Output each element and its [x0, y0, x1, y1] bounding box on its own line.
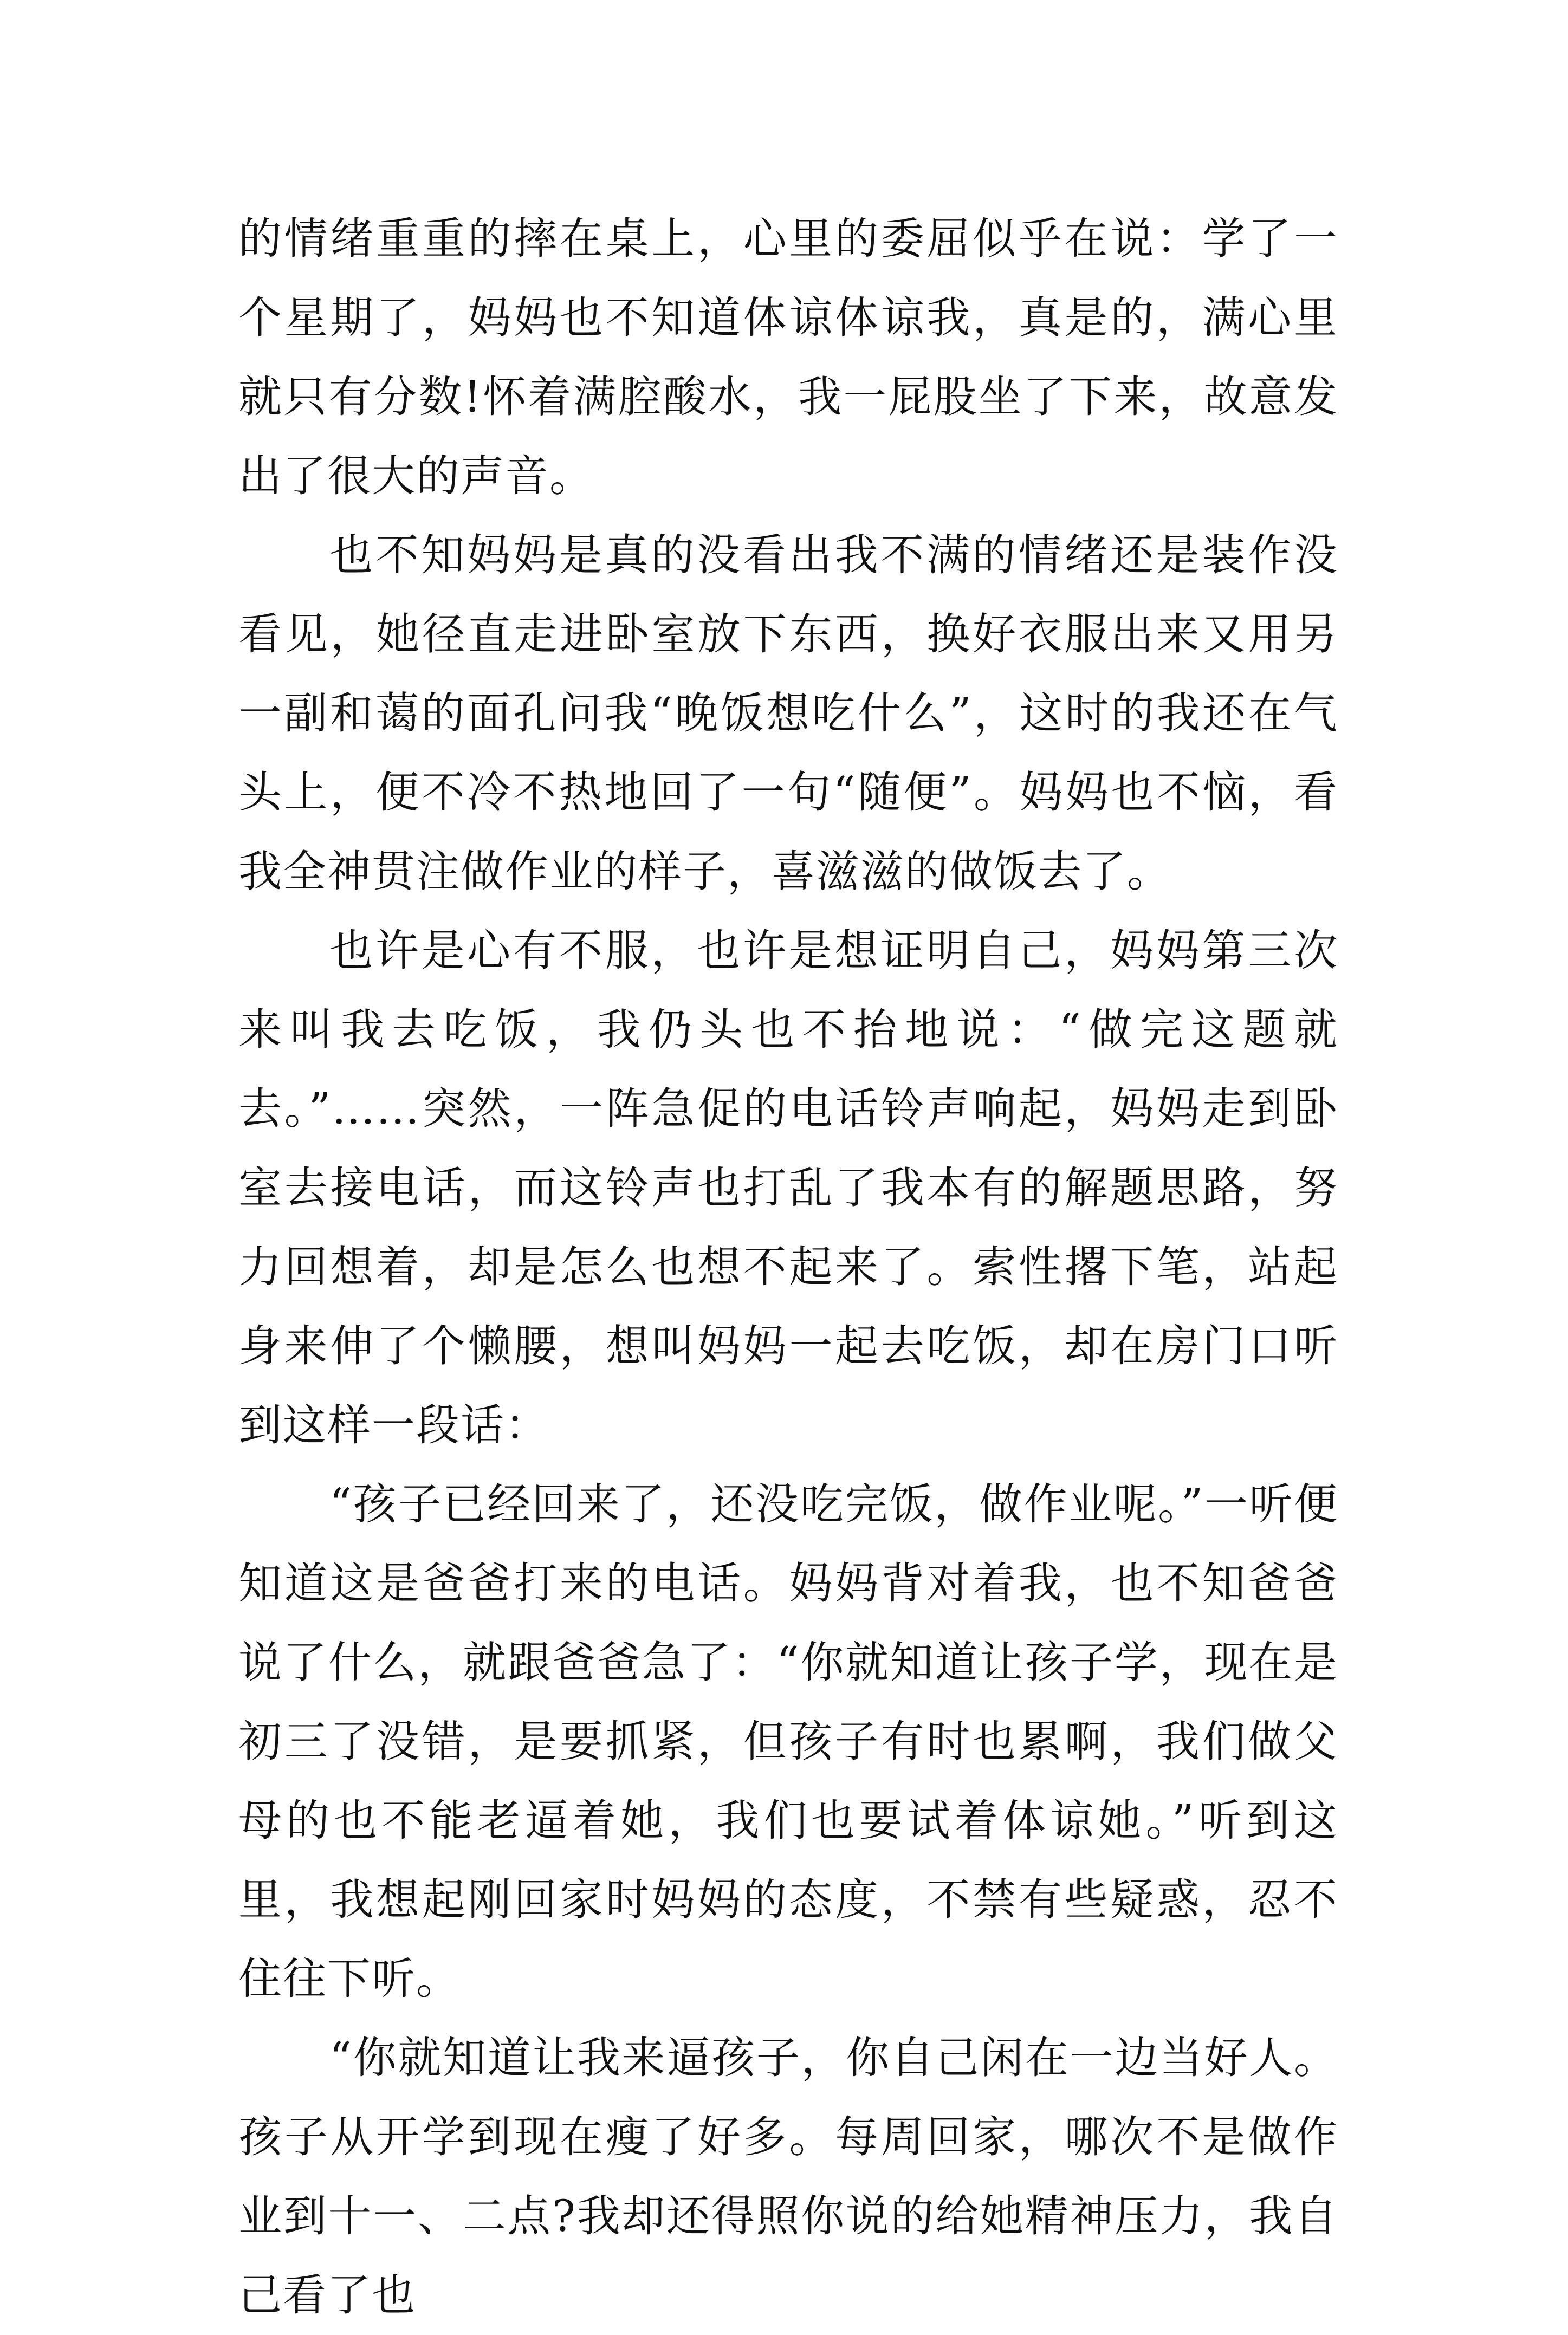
paragraph-5: “你就知道让我来逼孩子，你自己闲在一边当好人。孩子从开学到现在瘦了好多。每周回家，哪次不是做作业到十一、二点?我却还得照你说的给她精神压力，我自己看了也	[238, 2033, 1338, 2320]
paragraph-4: “孩子已经回来了，还没吃完饭，做作业呢。”一听便知道这是爸爸打来的电话。妈妈背对着我，也不知爸爸说了什么，就跟爸爸急了：“你就知道让孩子学，现在是初三了没错，是要抓紧，但孩子有时也累啊，我们做父母的也不能老逼着她，我们也要试着体谅她。”听到这里，我想起刚回家时妈妈的态度，不禁有些疑惑，忍不住往下听。	[238, 1479, 1338, 2004]
paragraph-1: 的情绪重重的摔在桌上，心里的委屈似乎在说：学了一个星期了，妈妈也不知道体谅体谅我，真是的，满心里就只有分数!怀着满腔酸水，我一屁股坐了下来，故意发出了很大的声音。	[238, 213, 1338, 501]
paragraph-3: 也许是心有不服，也许是想证明自己，妈妈第三次来叫我去吃饭，我仍头也不抬地说：“做完这题就去。”……突然，一阵急促的电话铃声响起，妈妈走到卧室去接电话，而这铃声也打乱了我本有的解题思路，努力回想着，却是怎么也想不起来了。索性撂下笔，站起身来伸了个懒腰，想叫妈妈一起去吃饭，却在房门口听到这样一段话：	[238, 925, 1338, 1450]
document-body	[238, 199, 1338, 2335]
paragraph-2: 也不知妈妈是真的没看出我不满的情绪还是装作没看见，她径直走进卧室放下东西，换好衣服出来又用另一副和蔼的面孔问我“晚饭想吃什么”，这时的我还在气头上，便不冷不热地回了一句“随便”。妈妈也不恼，看我全神贯注做作业的样子，喜滋滋的做饭去了。	[238, 530, 1338, 897]
